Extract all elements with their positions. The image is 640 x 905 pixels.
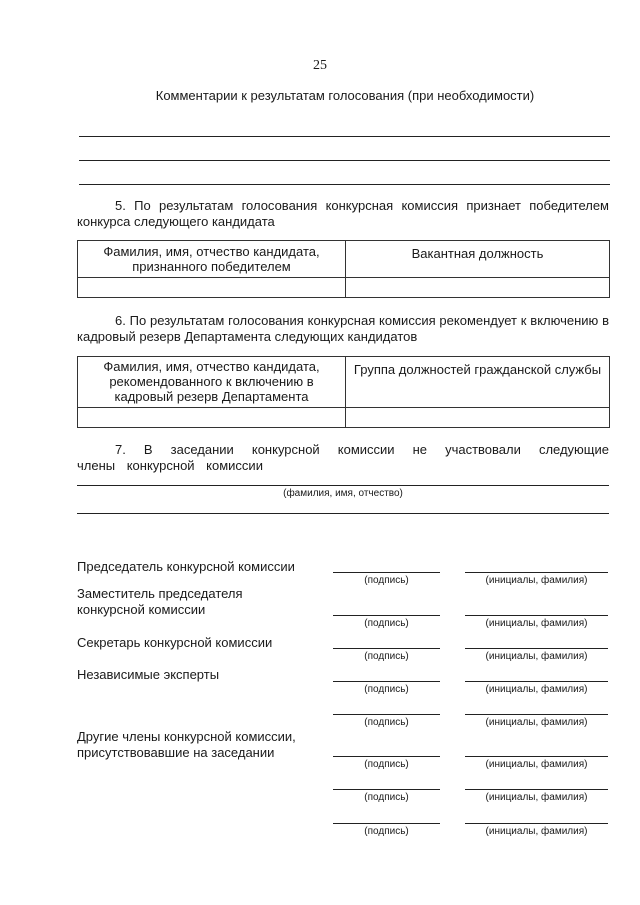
name-caption: (инициалы, фамилия) <box>485 684 588 695</box>
signature-caption: (подпись) <box>364 792 409 803</box>
reserve-table-header-name: Фамилия, имя, отчество кандидата, рекомендованного к включению в кадровый резерв Департамента <box>78 357 346 408</box>
comments-title: Комментарии к результатам голосования (при необходимости) <box>155 88 535 103</box>
name-line <box>465 648 608 649</box>
reserve-table <box>77 356 610 428</box>
signature-line <box>333 756 440 757</box>
name-caption: (инициалы, фамилия) <box>485 618 588 629</box>
page-number: 25 <box>313 58 327 73</box>
comment-line-2 <box>79 160 610 161</box>
winner-table-header-name: Фамилия, имя, отчество кандидата, признанного победителем <box>78 241 346 278</box>
signature-line <box>333 789 440 790</box>
name-caption: (инициалы, фамилия) <box>485 575 588 586</box>
secretary-label: Секретарь конкурсной комиссии <box>77 635 273 650</box>
comment-line-1 <box>79 136 610 137</box>
absent-members-caption: (фамилия, имя, отчество) <box>283 488 403 499</box>
section7-text: 7. В заседании конкурсной комиссии не участвовали следующие члены конкурсной комиссии <box>77 442 609 473</box>
reserve-table-cell-name <box>78 408 346 428</box>
winner-table-cell-name <box>78 278 346 298</box>
signature-caption: (подпись) <box>364 759 409 770</box>
signature-line <box>333 714 440 715</box>
name-line <box>465 789 608 790</box>
name-line <box>465 572 608 573</box>
name-line <box>465 681 608 682</box>
signature-line <box>333 572 440 573</box>
name-caption: (инициалы, фамилия) <box>485 826 588 837</box>
winner-table-cell-position <box>346 278 610 298</box>
deputy-label: Заместитель председателя конкурсной комиссии <box>77 586 243 617</box>
name-caption: (инициалы, фамилия) <box>485 759 588 770</box>
chairman-label: Председатель конкурсной комиссии <box>77 559 295 574</box>
name-line <box>465 714 608 715</box>
name-caption: (инициалы, фамилия) <box>485 792 588 803</box>
signature-caption: (подпись) <box>364 826 409 837</box>
signature-line <box>333 823 440 824</box>
winner-table-header-position: Вакантная должность <box>346 241 610 278</box>
name-line <box>465 615 608 616</box>
section6-text: 6. По результатам голосования конкурсная комиссия рекомендует к включению в кадровый резерв Департамента следующих кандидатов <box>77 313 609 344</box>
name-line <box>465 823 608 824</box>
reserve-table-cell-group <box>346 408 610 428</box>
signature-caption: (подпись) <box>364 684 409 695</box>
signature-caption: (подпись) <box>364 618 409 629</box>
signature-caption: (подпись) <box>364 651 409 662</box>
signature-caption: (подпись) <box>364 575 409 586</box>
experts-label: Независимые эксперты <box>77 667 220 682</box>
name-caption: (инициалы, фамилия) <box>485 717 588 728</box>
reserve-table-header-group: Группа должностей гражданской службы <box>346 357 610 408</box>
signature-caption: (подпись) <box>364 717 409 728</box>
winner-table <box>77 240 610 298</box>
absent-members-line-2 <box>77 513 609 514</box>
signature-line <box>333 615 440 616</box>
section5-text: 5. По результатам голосования конкурсная комиссия признает победителем конкурса следующего кандидата <box>77 198 609 229</box>
name-caption: (инициалы, фамилия) <box>485 651 588 662</box>
others-label: Другие члены конкурсной комиссии, присутствовавшие на заседании <box>77 729 296 760</box>
signature-line <box>333 681 440 682</box>
absent-members-line-1 <box>77 485 609 486</box>
name-line <box>465 756 608 757</box>
signature-line <box>333 648 440 649</box>
comment-line-3 <box>79 184 610 185</box>
